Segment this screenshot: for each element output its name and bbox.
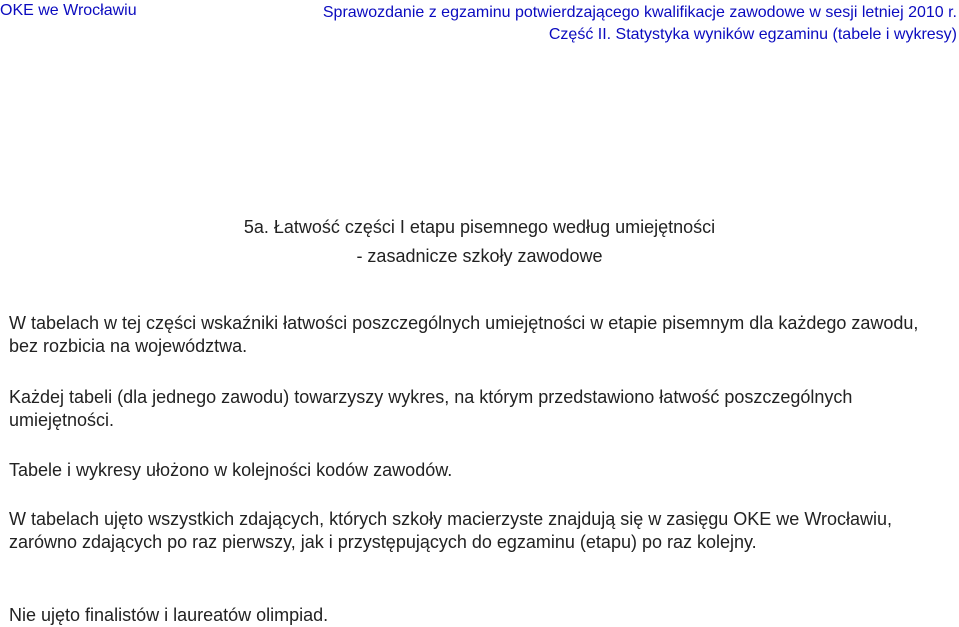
section-title-line2: - zasadnicze szkoły zawodowe [356,246,603,266]
header-org-name: OKE we Wrocławiu [0,2,137,19]
header-report-title-line1: Sprawozdanie z egzaminu potwierdzającego kwalifikacje zawodowe w sesji letniej 2010 r. [322,4,957,21]
paragraph-included: W tabelach ujęto wszystkich zdających, których szkoły macierzyste znajdują się w zasięgu OKE we Wrocławiu, zarówno zdających po raz pierwszy, jak i przystępujących do egzaminu (etapu) po raz kolejny. [9,509,893,552]
paragraph-order: Tabele i wykresy ułożono w kolejności kodów zawodów. [9,460,453,480]
header-report-title-line2: Część II. Statystyka wyników egzaminu (tabele i wykresy) [548,26,957,43]
paragraph-scope: W tabelach w tej części wskaźniki łatwości poszczególnych umiejętności w etapie pisemnym dla każdego zawodu, bez rozbicia na województwa. [9,313,919,356]
section-title-line1: 5a. Łatwość części I etapu pisemnego według umiejętności [243,217,716,237]
header-report-title [323,2,957,46]
paragraph-excluded: Nie ujęto finalistów i laureatów olimpiad. [9,605,329,625]
paragraph-charts: Każdej tabeli (dla jednego zawodu) towarzyszy wykres, na którym przedstawiono łatwość poszczególnych umiejętności. [9,387,853,430]
section-title [0,213,959,271]
